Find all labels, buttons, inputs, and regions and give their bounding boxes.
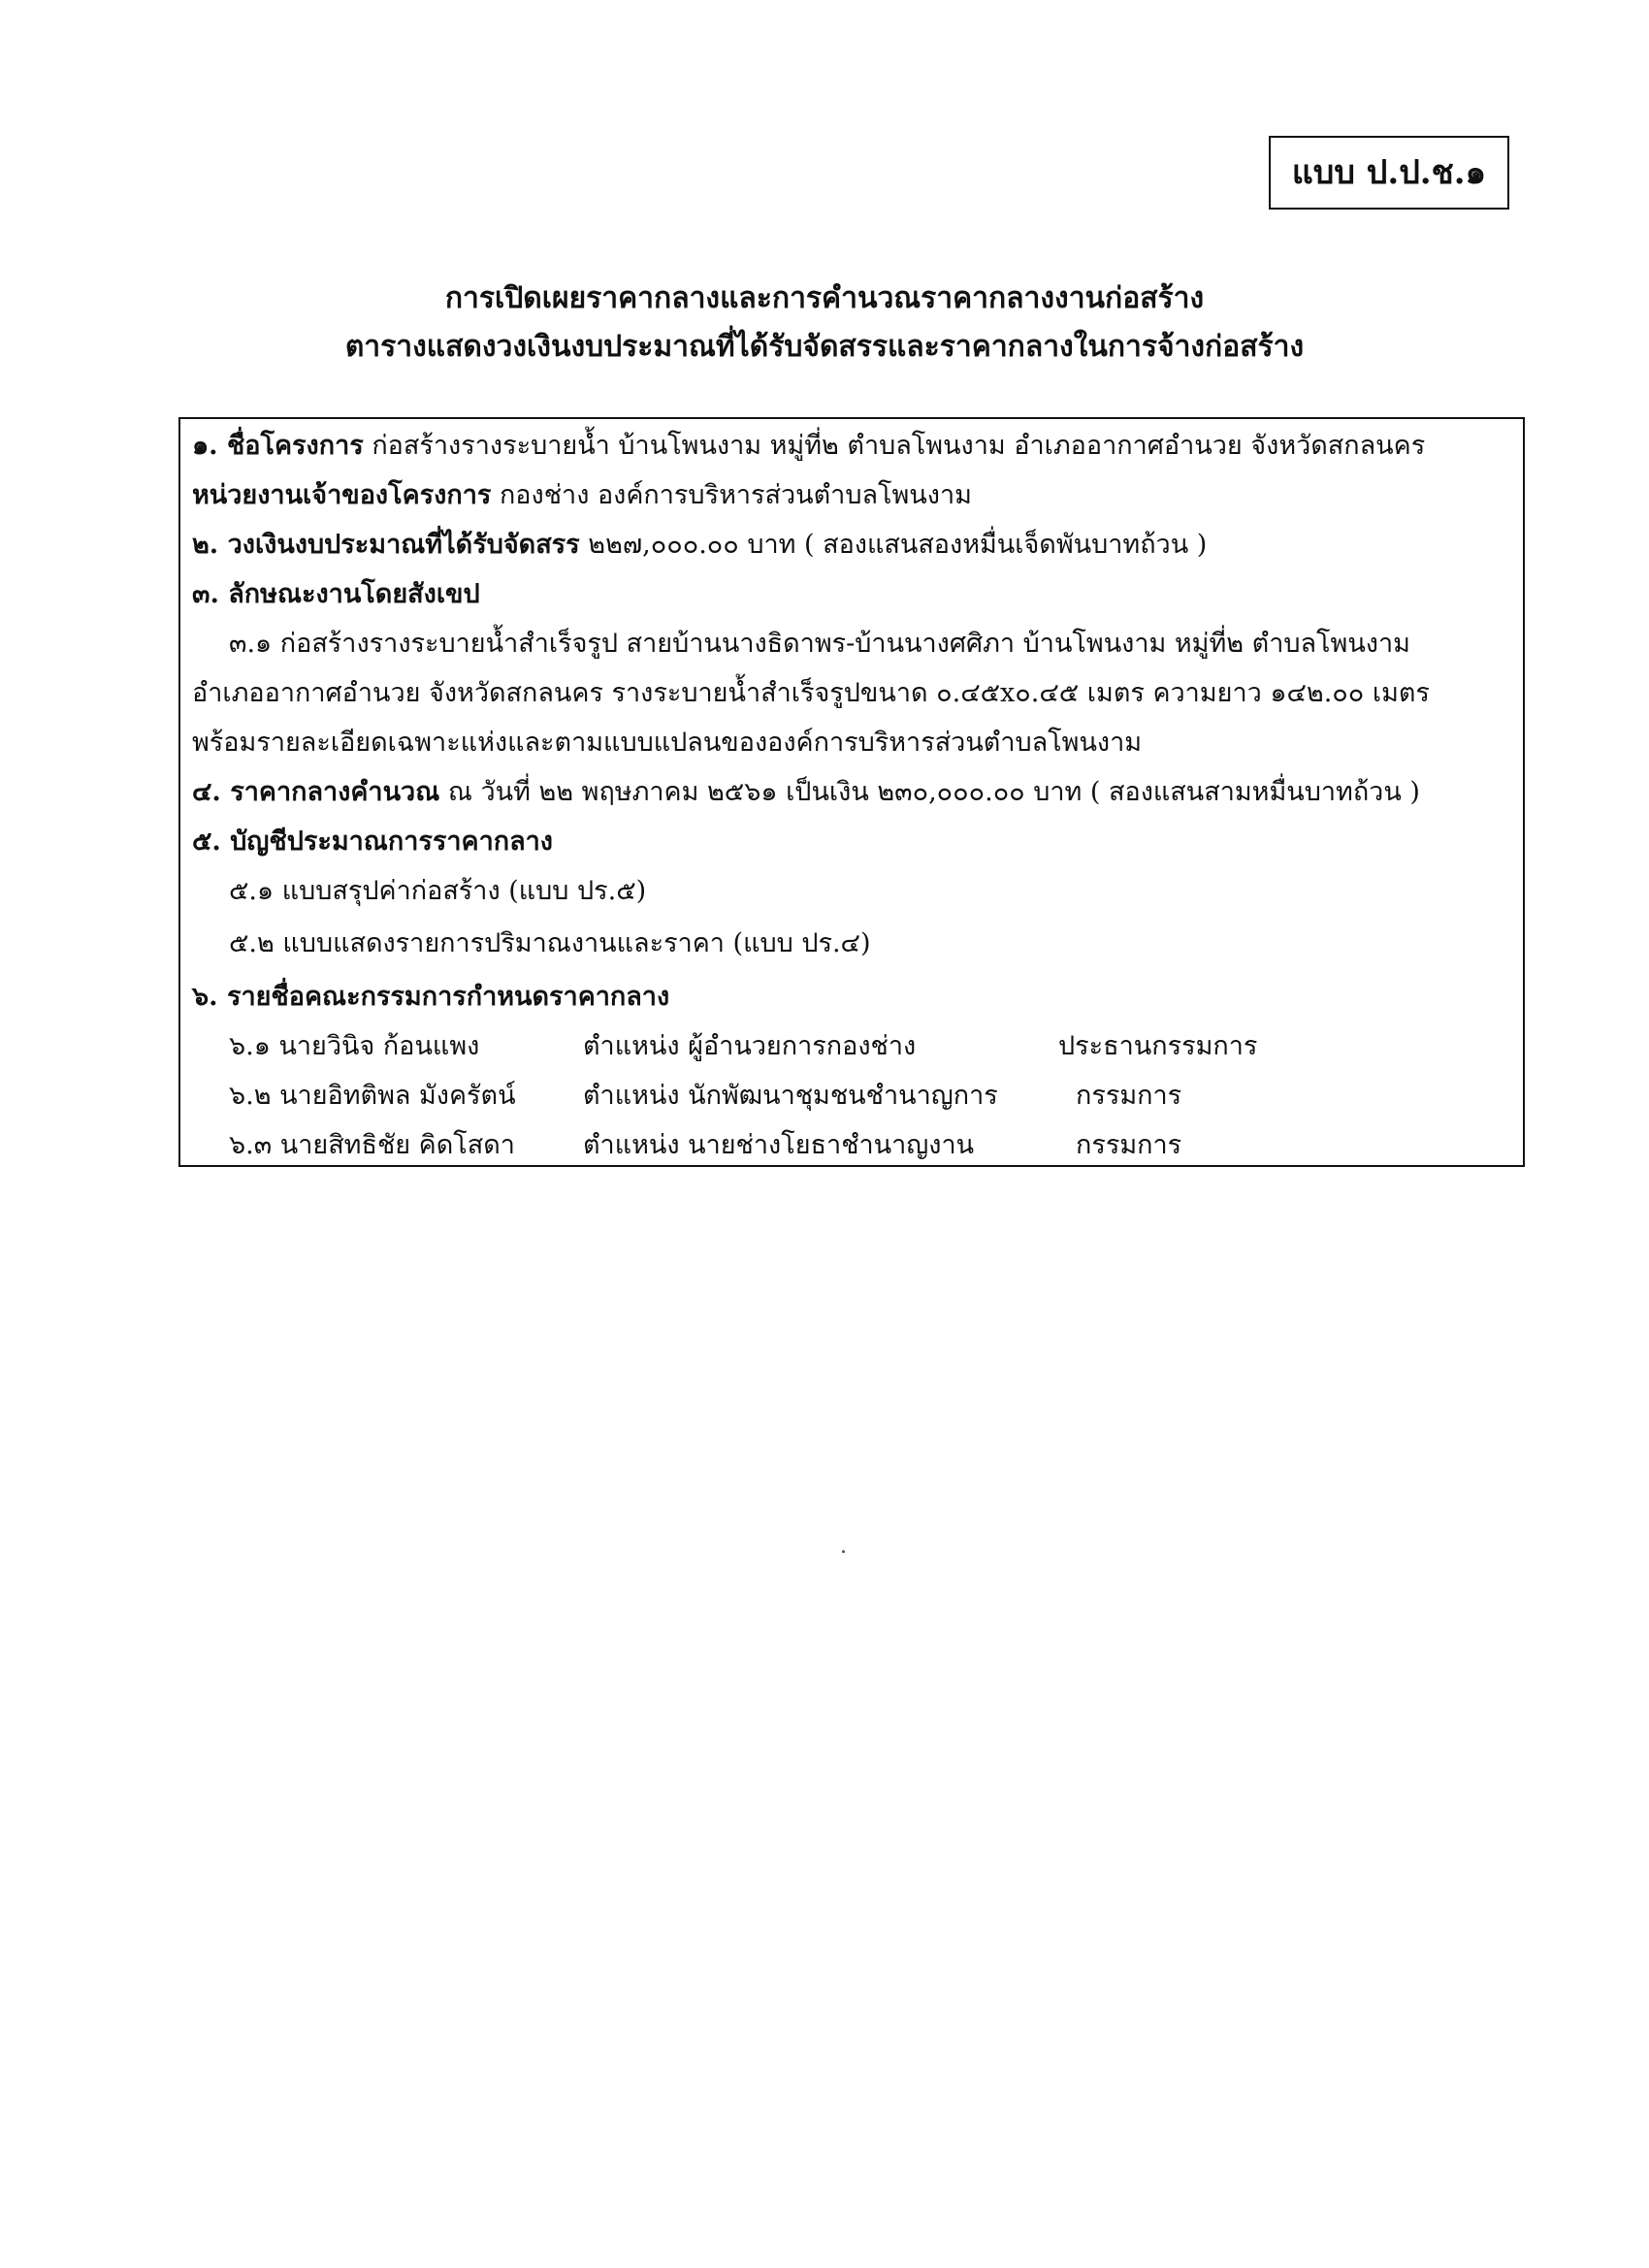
form-code-box <box>1269 136 1509 210</box>
work-summary-heading <box>192 579 480 610</box>
budget-line <box>192 530 1207 561</box>
work-summary-label: ๓. ลักษณะงานโดยสังเขป <box>192 579 480 609</box>
work-summary-line: พร้อมรายละเอียดเฉพาะแห่งและตามแบบแปลนขององค์การบริหารส่วนตำบลโพนงาม <box>192 728 1143 758</box>
committee-member-row <box>229 1081 1509 1114</box>
committee-heading <box>192 982 669 1013</box>
document-subtitle: ตารางแสดงวงเงินงบประมาณที่ได้รับจัดสรรและราคากลางในการจ้างก่อสร้าง <box>344 330 1305 364</box>
median-price-label: ๔. ราคากลางคำนวณ <box>192 777 440 807</box>
committee-member-position: ตำแหน่ง นักพัฒนาชุมชนชำนาญการ <box>583 1081 998 1111</box>
committee-member-row <box>229 1031 1509 1064</box>
committee-member-name: ๖.๒ นายอิทติพล มังครัตน์ <box>229 1081 516 1111</box>
committee-member-role: กรรมการ <box>1076 1081 1182 1111</box>
committee-member-row <box>229 1130 1509 1163</box>
estimate-label: ๕. บัญชีประมาณการราคากลาง <box>192 826 553 857</box>
work-summary-line: อำเภออากาศอำนวย จังหวัดสกลนคร รางระบายน้ำสำเร็จรูปขนาด ๐.๔๕x๐.๔๕ เมตร ความยาว ๑๔๒.๐๐ เมตร <box>192 678 1430 708</box>
budget-value: ๒๒๗,๐๐๐.๐๐ บาท ( สองแสนสองหมื่นเจ็ดพันบาทถ้วน ) <box>579 530 1208 560</box>
project-owner-label: หน่วยงานเจ้าของโครงการ <box>192 480 492 510</box>
estimate-item: ๕.๑ แบบสรุปค่าก่อสร้าง (แบบ ปร.๕) <box>229 876 647 906</box>
committee-member-role: ประธานกรรมการ <box>1058 1031 1258 1061</box>
estimate-item: ๕.๒ แบบแสดงรายการปริมาณงานและราคา (แบบ ปร.๔) <box>229 928 871 958</box>
project-name-label: ๑. ชื่อโครงการ <box>192 431 364 461</box>
committee-member-name: ๖.๓ นายสิทธิชัย คิดโสดา <box>229 1130 515 1160</box>
committee-member-position: ตำแหน่ง ผู้อำนวยการกองช่าง <box>583 1031 917 1061</box>
project-name-line <box>192 431 1425 462</box>
median-price-line <box>192 777 1420 808</box>
budget-label: ๒. วงเงินงบประมาณที่ได้รับจัดสรร <box>192 530 580 560</box>
form-code: แบบ ป.ป.ช.๑ <box>1291 153 1487 192</box>
work-summary-line: ๓.๑ ก่อสร้างรางระบายน้ำสำเร็จรูป สายบ้านนางธิดาพร-บ้านนางศศิภา บ้านโพนงาม หมู่ที่๒ ตำบลโพนงาม <box>229 629 1410 659</box>
scan-speck <box>842 1550 845 1553</box>
median-price-value: ณ วันที่ ๒๒ พฤษภาคม ๒๕๖๑ เป็นเงิน ๒๓๐,๐๐๐.๐๐ บาท ( สองแสนสามหมื่นบาทถ้วน ) <box>439 777 1420 807</box>
document-title: การเปิดเผยราคากลางและการคำนวณราคากลางงานก่อสร้าง <box>444 281 1205 315</box>
committee-member-role: กรรมการ <box>1076 1130 1182 1160</box>
project-owner-value: กองช่าง องค์การบริหารส่วนตำบลโพนงาม <box>491 480 972 510</box>
project-name-value: ก่อสร้างรางระบายน้ำ บ้านโพนงาม หมู่ที่๒ ตำบลโพนงาม อำเภออากาศอำนวย จังหวัดสกลนคร <box>363 431 1426 461</box>
estimate-heading <box>192 826 553 858</box>
committee-member-position: ตำแหน่ง นายช่างโยธาชำนาญงาน <box>583 1130 975 1160</box>
committee-label: ๖. รายชื่อคณะกรรมการกำหนดราคากลาง <box>192 982 670 1012</box>
project-owner-line <box>192 480 972 511</box>
project-details-box <box>178 417 1525 1167</box>
committee-member-name: ๖.๑ นายวินิจ ก้อนแพง <box>229 1031 480 1061</box>
